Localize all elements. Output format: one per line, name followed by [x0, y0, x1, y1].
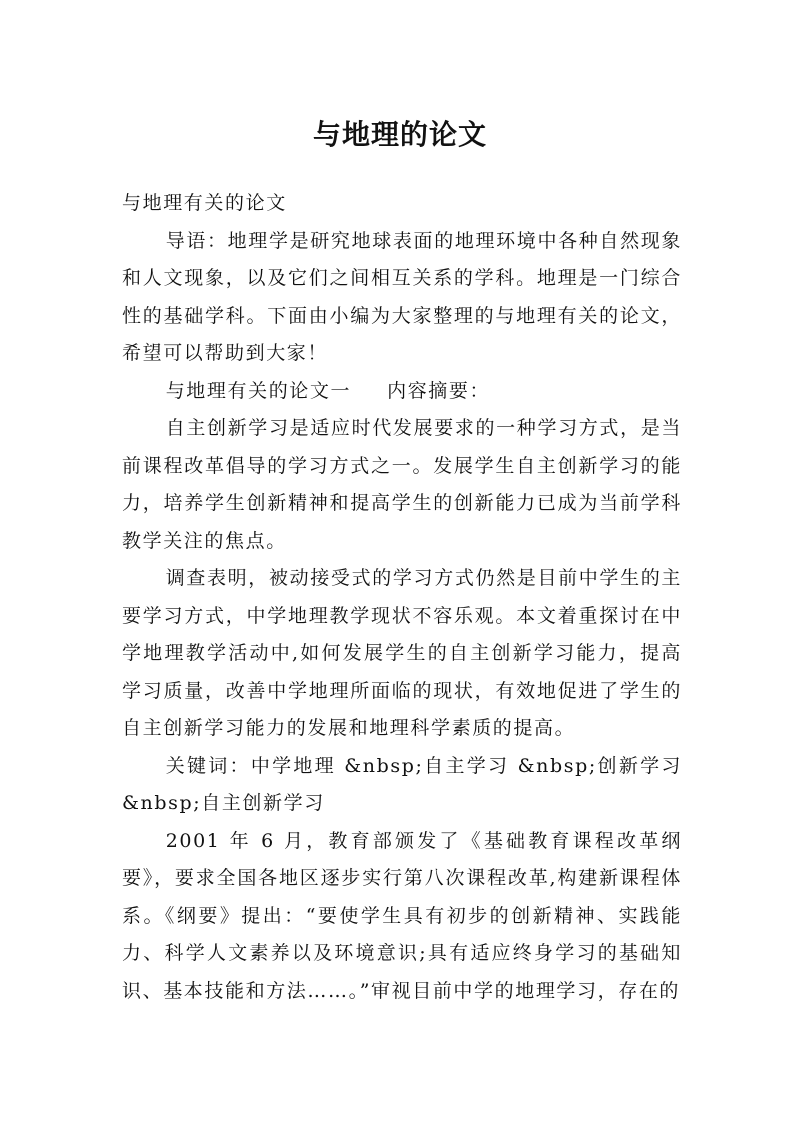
subtitle-line: 与地理有关的论文	[122, 192, 287, 214]
document-body	[122, 185, 682, 1010]
paragraph-2: 调查表明，被动接受式的学习方式仍然是目前中学生的主要学习方式，中学地理教学现状不容乐观。本文着重探讨在中学地理教学活动中,如何发展学生的自主创新学习能力，提高学习质量，改善中学地理所面临的现状，有效地促进了学生的自主创新学习能力的发展和地理科学素质的提高。	[122, 567, 682, 739]
paragraph-1: 自主创新学习是适应时代发展要求的一种学习方式，是当前课程改革倡导的学习方式之一。发展学生自主创新学习的能力，培养学生创新精神和提高学生的创新能力已成为当前学科教学关注的焦点。	[122, 417, 682, 552]
abstract-label: 内容摘要：	[387, 379, 491, 402]
paragraph-3: 2001 年 6 月，教育部颁发了《基础教育课程改革纲要》，要求全国各地区逐步实行第八次课程改革,构建新课程体系。《纲要》提出：“要使学生具有初步的创新精神、实践能力、科学人文素养以及环境意识;具有适应终身学习的基础知识、基本技能和方法……。”审视目前中学的地理学习，存在的	[122, 829, 682, 1002]
document-title: 与地理的论文	[312, 117, 487, 151]
intro-paragraph: 导语：地理学是研究地球表面的地理环境中各种自然现象和人文现象，以及它们之间相互关系的学科。地理是一门综合性的基础学科。下面由小编为大家整理的与地理有关的论文，希望可以帮助到大家！	[122, 229, 682, 364]
section-heading-line	[122, 373, 682, 411]
section-heading: 与地理有关的论文一	[165, 379, 352, 402]
keywords-paragraph: 关键词：中学地理 &nbsp;自主学习 &nbsp;创新学习 &nbsp;自主创新学习	[122, 754, 682, 814]
